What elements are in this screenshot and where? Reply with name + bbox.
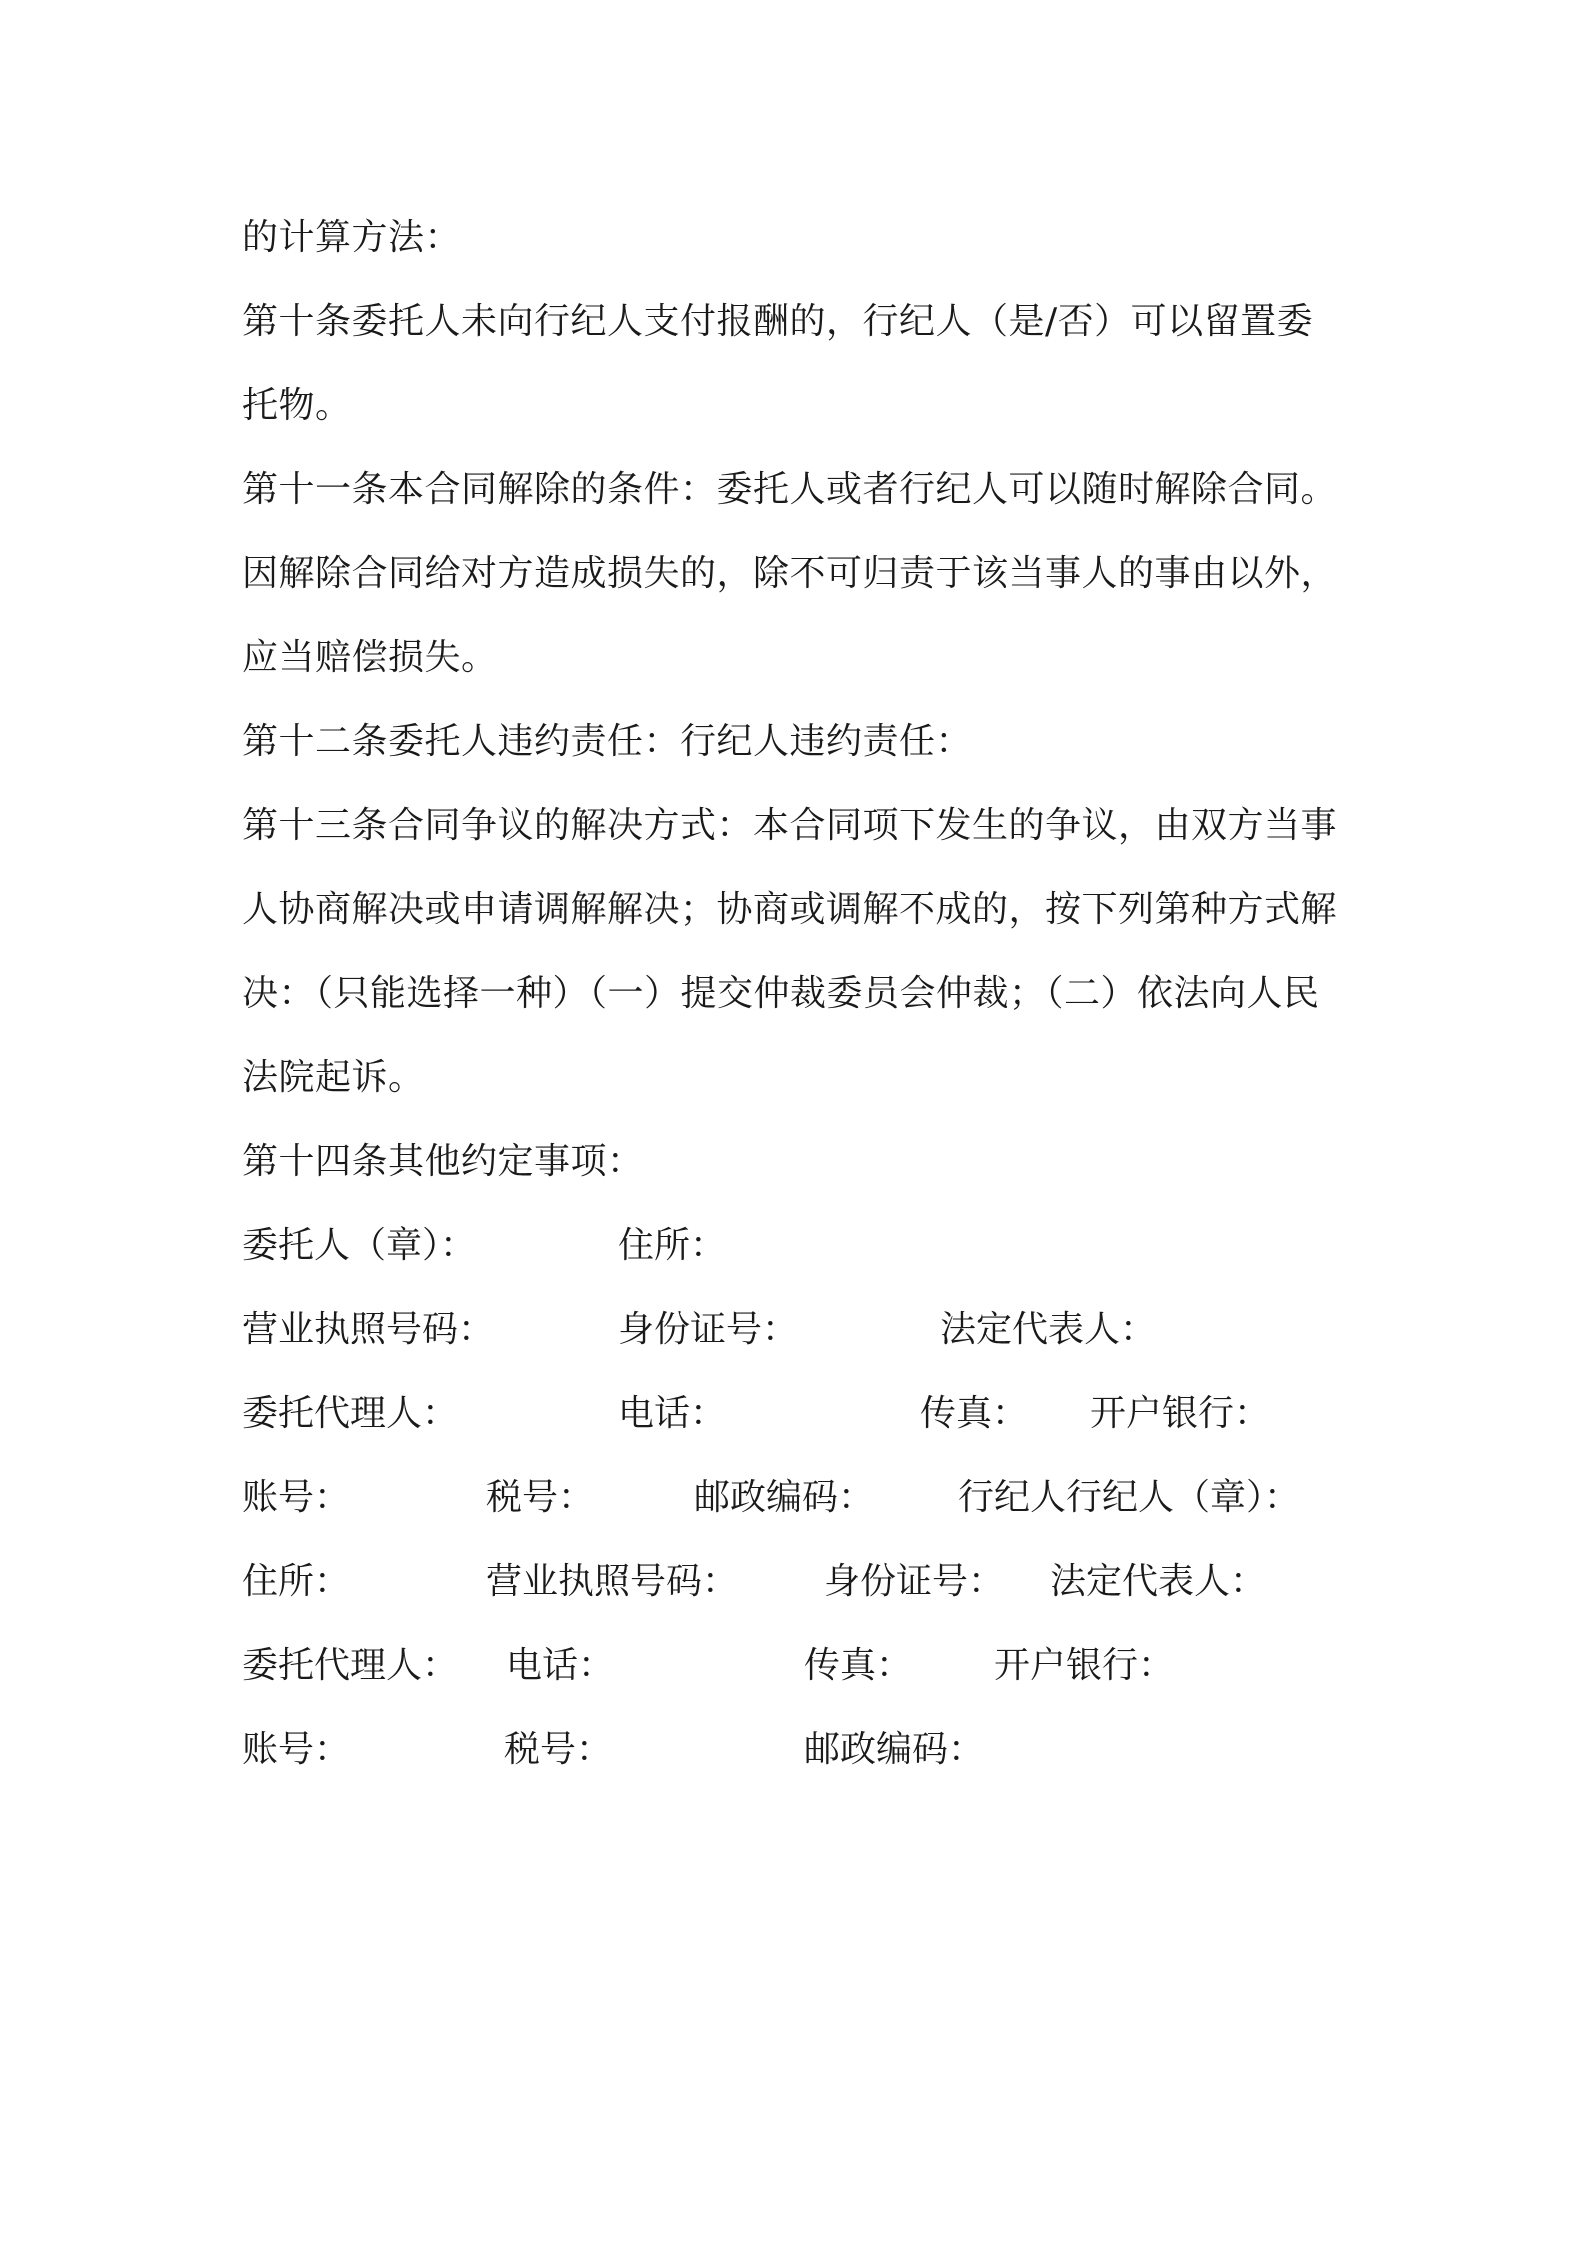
text-line: 人协商解决或申请调解解决；协商或调解不成的，按下列第种方式解: [242, 889, 1338, 930]
form-label: 税号：: [504, 1729, 613, 1770]
form-label: 法定代表人：: [1050, 1561, 1267, 1602]
text-line: 托物。: [242, 385, 352, 426]
form-row-broker-account: [242, 1708, 1362, 1792]
text-line: 第十三条合同争议的解决方式：本合同项下发生的争议，由双方当事: [242, 805, 1338, 846]
form-label: 电话：: [618, 1393, 727, 1434]
text-line: 因解除合同给对方造成损失的，除不可归责于该当事人的事由以外，: [242, 553, 1338, 594]
document-body: [242, 196, 1362, 1792]
form-label: 税号：: [486, 1477, 595, 1518]
form-label: 营业执照号码：: [486, 1561, 739, 1602]
text-line: 第十四条其他约定事项：: [242, 1141, 644, 1182]
text-line: 第十一条本合同解除的条件：委托人或者行纪人可以随时解除合同。: [242, 469, 1338, 510]
form-label: 账号：: [242, 1477, 351, 1518]
form-label: 传真：: [920, 1393, 1029, 1434]
form-row-account: [242, 1456, 1362, 1540]
text-line: 第十二条委托人违约责任：行纪人违约责任：: [242, 721, 973, 762]
form-label: 委托代理人：: [242, 1393, 459, 1434]
form-label: 法定代表人：: [940, 1309, 1157, 1350]
form-label: 委托代理人：: [242, 1645, 459, 1686]
form-label: 身份证号：: [824, 1561, 1005, 1602]
form-label: 账号：: [242, 1729, 351, 1770]
form-label: 行纪人行纪人（章）：: [958, 1477, 1301, 1518]
form-label: 住所：: [242, 1561, 351, 1602]
text-line: 的计算方法：: [242, 217, 462, 258]
form-label: 邮政编码：: [694, 1477, 875, 1518]
form-label: 营业执照号码：: [242, 1309, 495, 1350]
form-row-broker-agent: [242, 1624, 1362, 1708]
form-label: 委托人（章）：: [242, 1225, 477, 1266]
form-row-license: [242, 1288, 1362, 1372]
form-label: 传真：: [804, 1645, 913, 1686]
form-label: 开户银行：: [994, 1645, 1175, 1686]
text-line: 法院起诉。: [242, 1057, 425, 1098]
form-label: 住所：: [618, 1225, 727, 1266]
text-line: 应当赔偿损失。: [242, 637, 498, 678]
form-row-principal: [242, 1204, 1362, 1288]
form-row-broker-address: [242, 1540, 1362, 1624]
form-label: 身份证号：: [618, 1309, 799, 1350]
text-line: 决：（只能选择一种）（一）提交仲裁委员会仲裁；（二）依法向人民: [242, 973, 1320, 1014]
form-row-agent-contact: [242, 1372, 1362, 1456]
form-label: 电话：: [506, 1645, 615, 1686]
form-label: 邮政编码：: [804, 1729, 985, 1770]
text-line: 第十条委托人未向行纪人支付报酬的，行纪人（是/否）可以留置委: [242, 301, 1314, 342]
form-label: 开户银行：: [1090, 1393, 1271, 1434]
